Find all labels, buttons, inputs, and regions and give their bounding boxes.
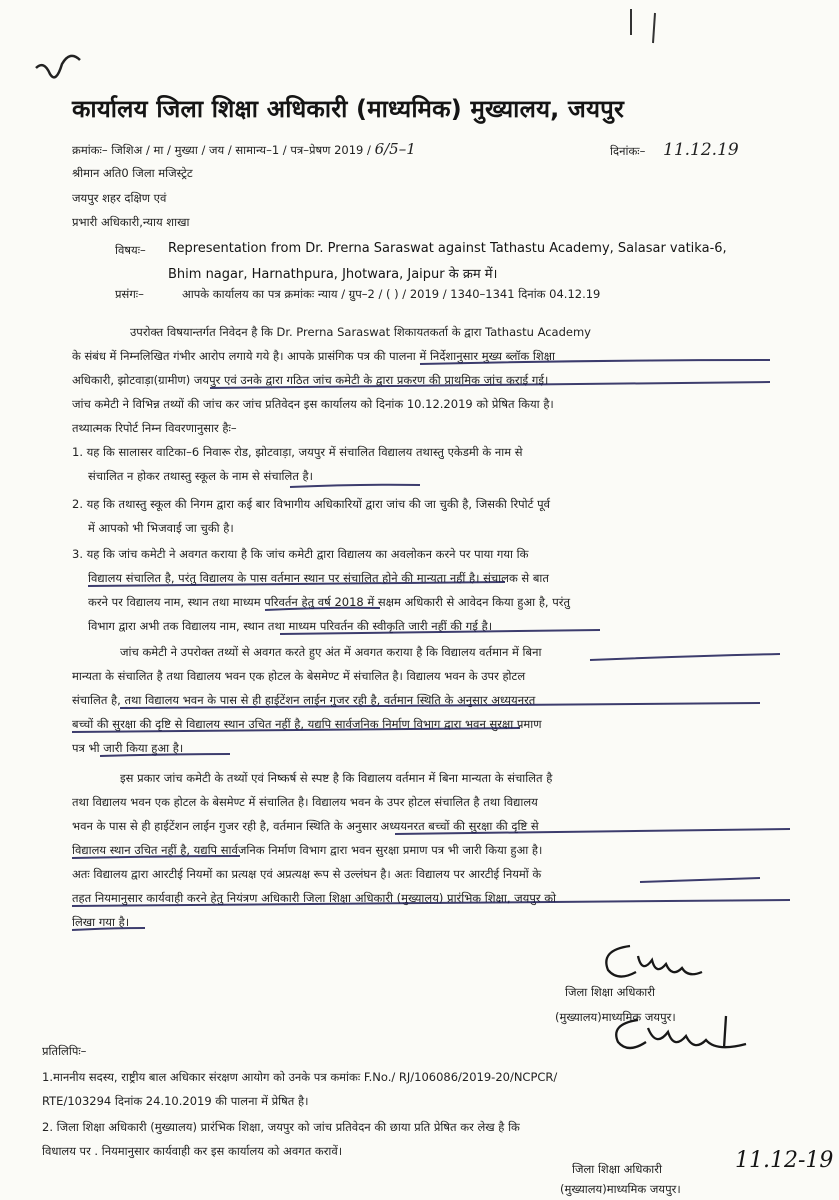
- point3-line-1: 3. यह कि जांच कमेटी ने अवगत कराया है कि जांच कमेटी द्वारा विद्यालय का अवलोकन करने पर पाया गया कि: [72, 547, 529, 561]
- subject-line-2: Bhim nagar, Harnathpura, Jhotwara, Jaipur के क्रम में।: [168, 267, 498, 282]
- signature-2-office: (मुख्यालय)माध्यमिक जयपुर।: [560, 1182, 681, 1196]
- point3-line-3: करने पर विद्यालय नाम, स्थान तथा माध्यम परिवर्तन हेतु वर्ष 2018 में सक्षम अधिकारी से आवेदन किया हुआ है, परंतु: [88, 595, 571, 609]
- recipient-line-3: प्रभारी अधिकारी,न्याय शाखा: [72, 215, 190, 229]
- para2-line-5: पत्र भी जारी किया हुआ है।: [72, 741, 184, 755]
- para1-line-1: उपरोक्त विषयान्तर्गत निवेदन है कि Dr. Prerna Saraswat शिकायतकर्ता के द्वारा Tathastu Academy: [130, 325, 591, 339]
- copy-item-2-line-2: विधालय पर . नियमानुसार कार्यवाही कर इस कार्यालय को अवगत करावें।: [42, 1144, 343, 1158]
- signature-1-mark-icon: [590, 938, 710, 986]
- para2-line-1: जांच कमेटी ने उपरोक्त तथ्यों से अवगत करते हुए अंत में अवगत कराया है कि विद्यालय वर्तमान में बिना: [120, 645, 542, 659]
- copy-item-1-line-2: RTE/103294 दिनांक 24.10.2019 की पालना में प्रेषित है।: [42, 1094, 309, 1108]
- date-handwritten: 11.12.19: [663, 140, 739, 160]
- copy-heading: प्रतिलिपिः–: [42, 1044, 87, 1058]
- signature-1-designation: जिला शिक्षा अधिकारी: [565, 985, 655, 999]
- reference-text: आपके कार्यालय का पत्र क्रमांकः न्याय / ग्रुप–2 / ( ) / 2019 / 1340–1341 दिनांक 04.12.19: [182, 287, 601, 301]
- copy-item-1-line-1: 1.माननीय सदस्य, राष्ट्रीय बाल अधिकार संरक्षण आयोग को उनके पत्र कमांकः F.No./ RJ/106086/2019-20/NCPCR/: [42, 1070, 558, 1084]
- para3-line-6: तहत नियमानुसार कार्यवाही करने हेतु नियंत्रण अधिकारी जिला शिक्षा अधिकारी (मुख्यालय) प्रारंभिक शिक्षा, जयपुर को: [72, 891, 557, 905]
- office-title: कार्यालय जिला शिक्षा अधिकारी (माध्यमिक) मुख्यालय, जयपुर: [72, 95, 625, 123]
- subject-line-1: Representation from Dr. Prerna Saraswat against Tathastu Academy, Salasar vatika-6,: [168, 241, 727, 256]
- reference-number: क्रमांकः– जिशिअ / मा / मुख्या / जय / सामान्य–1 / पत्र–प्रेषण 2019 /: [72, 143, 375, 157]
- para1-line-2: के संबंध में निम्नलिखित गंभीर आरोप लगाये गये है। आपके प्रासंगिक पत्र की पालना में निर्देशानुसार मुख्य ब्लॉक शिक्षा: [72, 349, 555, 363]
- reference-label: प्रसंगः–: [115, 287, 144, 301]
- para1-line-4: जांच कमेटी ने विभिन्न तथ्यों की जांच कर जांच प्रतिवेदन इस कार्यालय को दिनांक 10.12.2019 को प्रेषित किया है।: [72, 397, 554, 411]
- point3-line-2: विद्यालय संचालित है, परंतु विद्यालय के पास वर्तमान स्थान पर संचालित होने की मान्यता नहीं है। संचालक से बात: [88, 571, 549, 585]
- signature-1-office: (मुख्यालय)माध्यमिक जयपुर।: [555, 1010, 676, 1024]
- para3-line-2: तथा विद्यालय भवन एक होटल के बेसमेण्ट में संचालित है। विद्यालय भवन के उपर होटल संचालित है तथा विद्यालय: [72, 795, 538, 809]
- para2-line-2: मान्यता के संचालित है तथा विद्यालय भवन एक होटल के बेसमेण्ट में संचालित है। विद्यालय भवन के उपर होटल: [72, 669, 526, 683]
- para2-line-4: बच्चों की सुरक्षा की दृष्टि से विद्यालय स्थान उचित नहीं है, यद्यपि सार्वजनिक निर्माण विभाग द्वारा भवन सुरक्षा प्रमाण: [72, 717, 542, 731]
- point3-line-4: विभाग द्वारा अभी तक विद्यालय नाम, स्थान तथा माध्यम परिवर्तन की स्वीकृति जारी नहीं की गई है।: [88, 619, 493, 633]
- para1-line-3: अधिकारी, झोटवाड़ा(ग्रामीण) जयपुर एवं उनके द्वारा गठित जांच कमेटी के द्वारा प्रकरण की प्राथमिक जांच कराई गई।: [72, 373, 549, 387]
- point1-line-2: संचालित न होकर तथास्तु स्कूल के नाम से संचालित है।: [88, 469, 313, 483]
- recipient-line-2: जयपुर शहर दक्षिण एवं: [72, 191, 167, 205]
- reference-number-handwritten: 6/5–1: [374, 140, 416, 158]
- signature-2-date-handwritten: 11.12-19: [735, 1148, 834, 1173]
- point2-line-1: 2. यह कि तथास्तु स्कूल की निगम द्वारा कई बार विभागीय अधिकारियों द्वारा जांच की जा चुकी है, जिसकी रिपोर्ट पूर्व: [72, 497, 551, 511]
- recipient-line-1: श्रीमान अति0 जिला मजिस्ट्रेट: [72, 166, 193, 180]
- para3-line-3: भवन के पास से ही हाईटेंशन लाईन गुजर रही है, वर्तमान स्थिति के अनुसार अध्ययनरत बच्चों की सुरक्षा की दृष्टि से: [72, 819, 539, 833]
- para3-line-7: लिखा गया है।: [72, 915, 130, 929]
- point1-line-1: 1. यह कि सालासर वाटिका–6 निवारू रोड, झोटवाड़ा, जयपुर में संचालित विद्यालय तथास्तु एकेडमी के नाम से: [72, 445, 523, 459]
- signature-2-designation: जिला शिक्षा अधिकारी: [572, 1162, 662, 1176]
- date-label: दिनांकः–: [610, 144, 646, 158]
- subject-label: विषयः–: [115, 243, 146, 257]
- para1-line-5: तथ्यात्मक रिपोर्ट निम्न विवरणानुसार हैः–: [72, 421, 237, 435]
- point2-line-2: में आपको भी भिजवाई जा चुकी है।: [88, 521, 234, 535]
- para2-line-3: संचालित है, तथा विद्यालय भवन के पास से ही हाईटेंशन लाईन गुजर रही है, वर्तमान स्थिति के अनुसार अध्ययनरत: [72, 693, 536, 707]
- signature-2-mark-icon: [606, 1010, 756, 1058]
- para3-line-4: विद्यालय स्थान उचित नहीं है, यद्यपि सार्वजनिक निर्माण विभाग द्वारा भवन सुरक्षा प्रमाण पत्र भी जारी किया हुआ है।: [72, 843, 543, 857]
- para3-line-5: अतः विद्यालय द्वारा आरटीई नियमों का प्रत्यक्ष एवं अप्रत्यक्ष रूप से उल्लंघन है। अतः विद्यालय पर आरटीई नियमों के: [72, 867, 542, 881]
- para3-line-1: इस प्रकार जांच कमेटी के तथ्यों एवं निष्कर्ष से स्पष्ट है कि विद्यालय वर्तमान में बिना मान्यता के संचालित है: [120, 771, 553, 785]
- copy-item-2-line-1: 2. जिला शिक्षा अधिकारी (मुख्यालय) प्रारंभिक शिक्षा, जयपुर को जांच प्रतिवेदन की छाया प्रति प्रेषित कर लेख है कि: [42, 1120, 520, 1134]
